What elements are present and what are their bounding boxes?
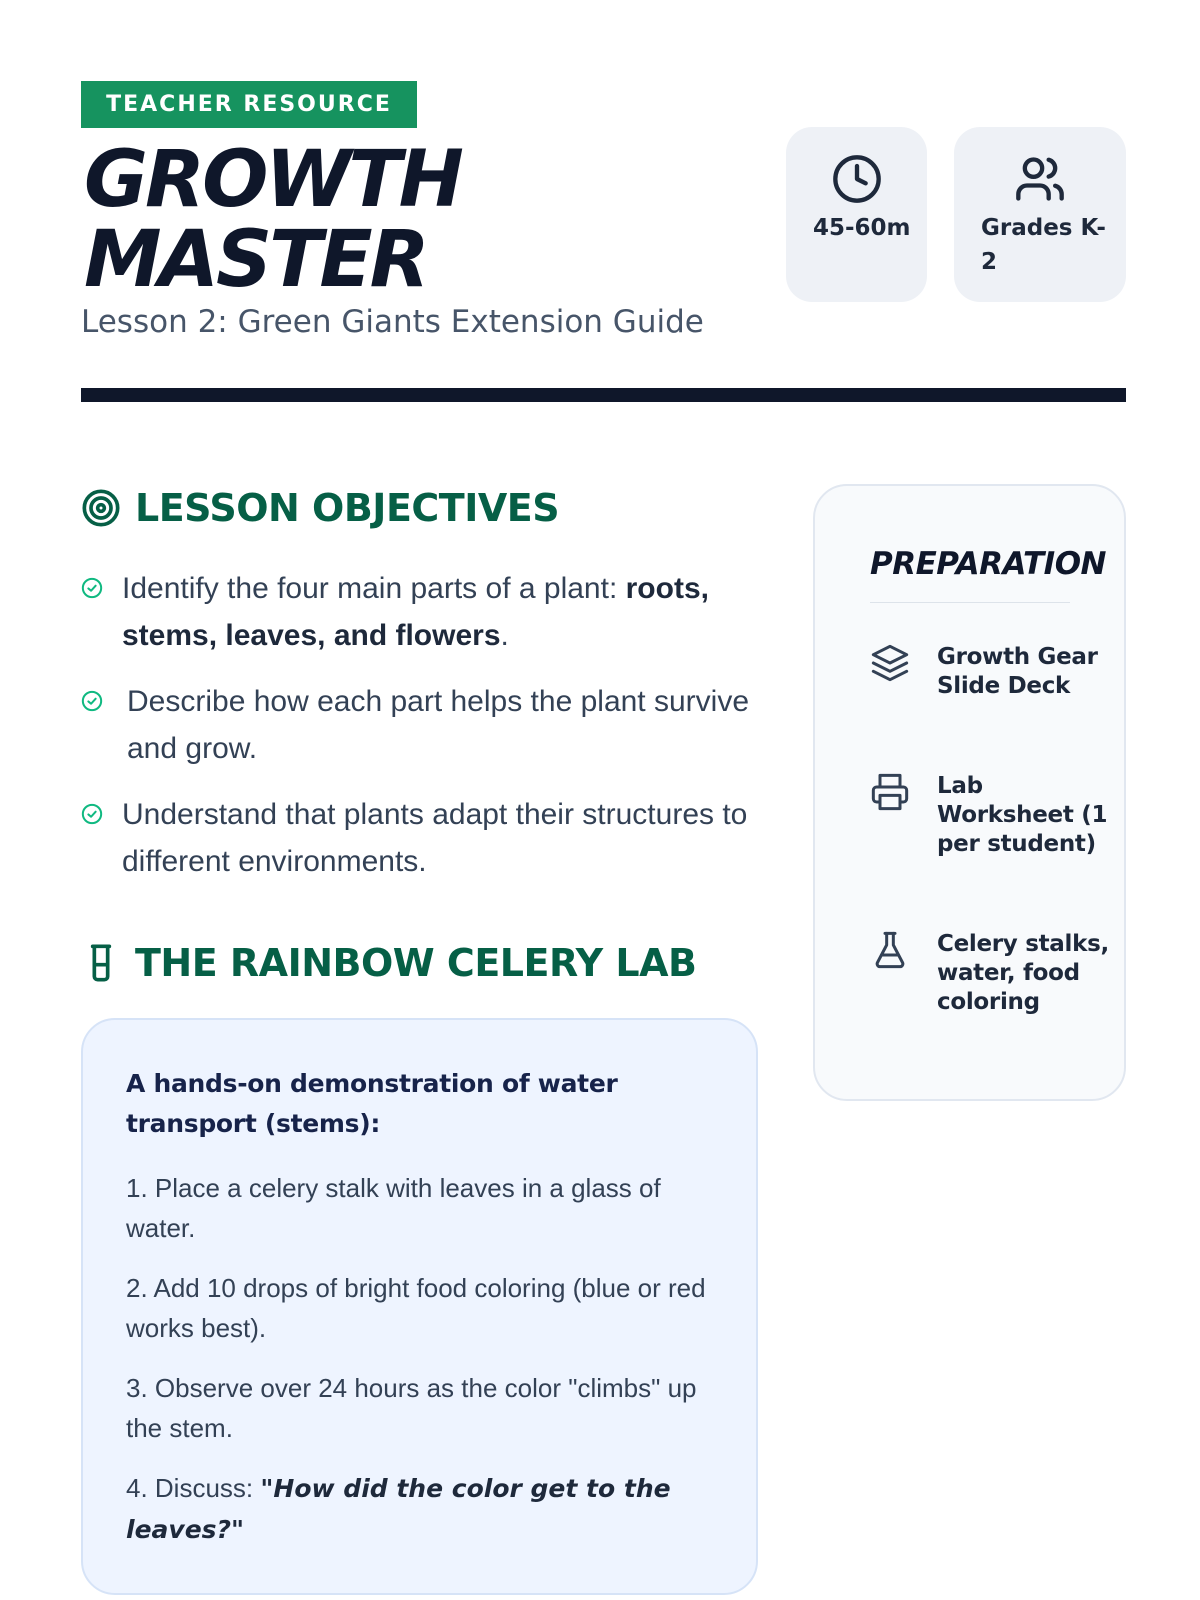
page-subtitle: Lesson 2: Green Giants Extension Guide xyxy=(81,304,704,340)
preparation-title: PREPARATION xyxy=(870,546,1107,582)
lab-heading-text: THE RAINBOW CELERY LAB xyxy=(135,941,697,985)
objectives-heading-text: LESSON OBJECTIVES xyxy=(135,486,560,530)
objective-text-suffix: . xyxy=(500,619,509,652)
objective-item xyxy=(81,678,761,772)
teacher-resource-badge: TEACHER RESOURCE xyxy=(81,81,417,128)
lab-discussion-question: "How did the color get to the leaves?" xyxy=(126,1474,671,1544)
header-divider xyxy=(81,388,1126,402)
page-title xyxy=(84,135,724,305)
lab-step: 3. Observe over 24 hours as the color "climbs" up the stem. xyxy=(126,1373,697,1443)
objective-text: Understand that plants adapt their structures to different environments. xyxy=(122,798,748,878)
target-icon xyxy=(81,488,121,528)
beaker-icon xyxy=(81,943,121,983)
lab-step: 1. Place a celery stalk with leaves in a glass of water. xyxy=(126,1173,661,1243)
duration-card xyxy=(786,127,927,302)
clock-icon xyxy=(831,153,883,205)
objectives-list xyxy=(81,565,761,904)
objective-item xyxy=(81,791,761,885)
objective-text: Describe how each part helps the plant survive and grow. xyxy=(127,685,750,765)
objective-text-prefix: Identify the four main parts of a plant: xyxy=(122,572,626,605)
check-circle-icon xyxy=(81,690,103,712)
objective-text-bold: roots, stems, leaves, and flowers xyxy=(122,572,709,652)
preparation-divider xyxy=(870,602,1070,603)
objective-item xyxy=(81,565,761,659)
grades-label: Grades K-2 xyxy=(981,215,1106,275)
lab-step: 2. Add 10 drops of bright food coloring (blue or red works best). xyxy=(126,1273,706,1343)
title-line-1: GROWTH xyxy=(84,135,461,225)
preparation-item-label: Growth Gear Slide Deck xyxy=(937,644,1098,699)
lab-step xyxy=(126,1468,718,1550)
lab-instructions-box xyxy=(81,1018,758,1595)
preparation-item-label: Lab Worksheet (1 per student) xyxy=(937,773,1108,857)
lab-step-4-prefix: 4. Discuss: xyxy=(126,1473,261,1503)
flask-icon xyxy=(870,930,910,970)
preparation-panel xyxy=(813,484,1126,1101)
duration-label: 45-60m xyxy=(813,215,911,241)
title-line-2: MASTER xyxy=(84,215,427,305)
lab-heading xyxy=(81,941,696,985)
check-circle-icon xyxy=(81,577,103,599)
check-circle-icon xyxy=(81,803,103,825)
layers-icon xyxy=(870,643,910,683)
printer-icon xyxy=(870,772,910,812)
objectives-heading xyxy=(81,486,559,530)
users-icon xyxy=(1014,153,1066,205)
lab-intro: A hands-on demonstration of water transport (stems): xyxy=(126,1069,618,1138)
preparation-item-label: Celery stalks, water, food coloring xyxy=(937,931,1109,1015)
grades-card xyxy=(954,127,1126,302)
